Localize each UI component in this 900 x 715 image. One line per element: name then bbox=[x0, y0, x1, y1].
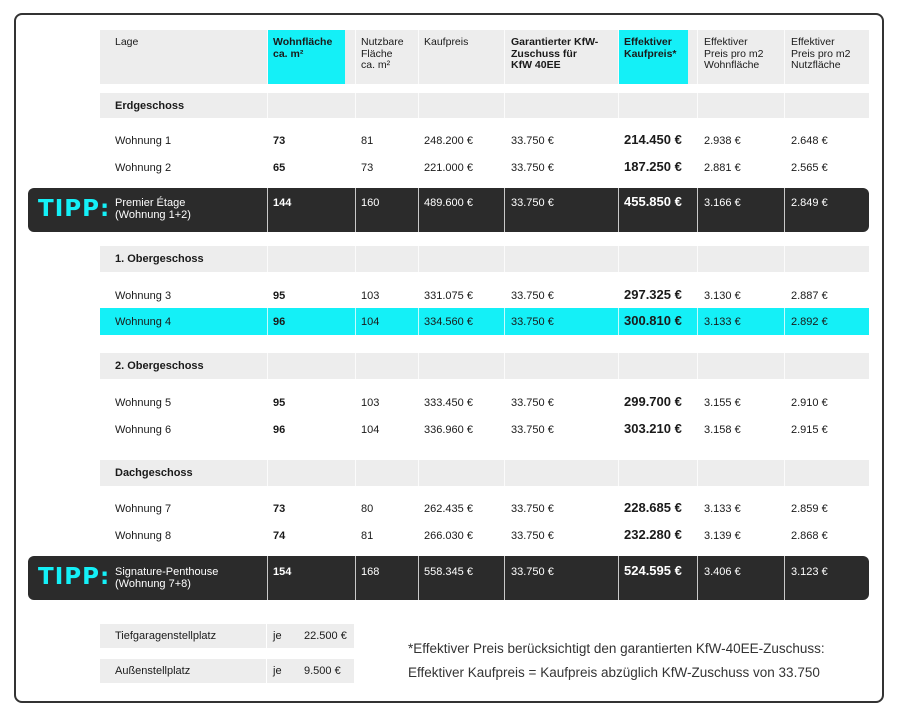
cell-wohnflaeche: 95 bbox=[273, 290, 286, 302]
cell-kfw: 33.750 € bbox=[511, 135, 554, 147]
cell-preis-nutz: 2.915 € bbox=[791, 424, 828, 436]
col-divider bbox=[267, 30, 268, 600]
col-divider bbox=[618, 30, 619, 600]
cell-preis-wohn: 3.130 € bbox=[704, 290, 741, 302]
cell-kaufpreis: 489.600 € bbox=[424, 197, 473, 209]
cell-wohnflaeche: 73 bbox=[273, 135, 286, 147]
cell-kfw: 33.750 € bbox=[511, 530, 554, 542]
section-title: Dachgeschoss bbox=[115, 467, 193, 479]
cell-preis-wohn: 3.406 € bbox=[704, 566, 741, 578]
section-band-erdgeschoss bbox=[100, 93, 869, 118]
header-wohnflaeche: Wohnfläche ca. m² bbox=[273, 36, 333, 60]
cell-kaufpreis: 336.960 € bbox=[424, 424, 473, 436]
cell-preis-nutz: 3.123 € bbox=[791, 566, 828, 578]
cell-kfw: 33.750 € bbox=[511, 566, 554, 578]
cell-preis-nutz: 2.868 € bbox=[791, 530, 828, 542]
cell-lage: Wohnung 1 bbox=[115, 135, 172, 147]
cell-preis-wohn: 3.166 € bbox=[704, 197, 741, 209]
cell-kfw: 33.750 € bbox=[511, 197, 554, 209]
cell-kfw: 33.750 € bbox=[511, 316, 554, 328]
footnote-line-1: *Effektiver Preis berücksichtigt den garantierten KfW-40EE-Zuschuss: bbox=[408, 641, 825, 656]
header-kfw-zuschuss: Garantierter KfW- Zuschuss für KfW 40EE bbox=[511, 36, 599, 71]
cell-preis-nutz: 2.910 € bbox=[791, 397, 828, 409]
header-kaufpreis: Kaufpreis bbox=[424, 36, 469, 48]
header-preis-nutzflaeche: Effektiver Preis pro m2 Nutzfläche bbox=[791, 36, 851, 71]
col-divider bbox=[784, 30, 785, 600]
cell-kaufpreis: 248.200 € bbox=[424, 135, 473, 147]
cell-lage: Wohnung 3 bbox=[115, 290, 172, 302]
cell-preis-wohn: 3.158 € bbox=[704, 424, 741, 436]
cell-lage: Wohnung 2 bbox=[115, 162, 172, 174]
col-divider bbox=[418, 30, 419, 600]
cell-preis-wohn: 3.139 € bbox=[704, 530, 741, 542]
cell-effektiv: 228.685 € bbox=[624, 500, 682, 515]
parking-je: je bbox=[273, 630, 282, 642]
parking-divider bbox=[266, 659, 267, 683]
cell-lage: Wohnung 4 bbox=[115, 316, 172, 328]
header-effektiver-kaufpreis: Effektiver Kaufpreis* bbox=[624, 36, 677, 60]
tipp-label: TIPP: bbox=[38, 564, 111, 590]
cell-effektiv: 187.250 € bbox=[624, 159, 682, 174]
cell-lage: Premier Étage (Wohnung 1+2) bbox=[115, 197, 191, 221]
header-preis-wohnflaeche: Effektiver Preis pro m2 Wohnfläche bbox=[704, 36, 764, 71]
cell-preis-nutz: 2.887 € bbox=[791, 290, 828, 302]
cell-preis-nutz: 2.892 € bbox=[791, 316, 828, 328]
cell-lage: Wohnung 5 bbox=[115, 397, 172, 409]
cell-lage: Wohnung 6 bbox=[115, 424, 172, 436]
cell-effektiv: 303.210 € bbox=[624, 421, 682, 436]
cell-effektiv: 455.850 € bbox=[624, 194, 682, 209]
section-band-dg bbox=[100, 460, 869, 486]
cell-effektiv: 297.325 € bbox=[624, 287, 682, 302]
cell-preis-nutz: 2.648 € bbox=[791, 135, 828, 147]
cell-kaufpreis: 334.560 € bbox=[424, 316, 473, 328]
cell-lage: Signature-Penthouse (Wohnung 7+8) bbox=[115, 566, 219, 590]
cell-wohnflaeche: 95 bbox=[273, 397, 286, 409]
cell-wohnflaeche: 73 bbox=[273, 503, 286, 515]
col-divider bbox=[697, 30, 698, 600]
cell-lage: Wohnung 8 bbox=[115, 530, 172, 542]
parking-price: 22.500 € bbox=[304, 630, 347, 642]
cell-kfw: 33.750 € bbox=[511, 162, 554, 174]
col-divider bbox=[355, 30, 356, 600]
cell-effektiv: 524.595 € bbox=[624, 563, 682, 578]
cell-preis-wohn: 3.133 € bbox=[704, 503, 741, 515]
cell-kaufpreis: 558.345 € bbox=[424, 566, 473, 578]
cell-nutzflaeche: 81 bbox=[361, 530, 374, 542]
parking-divider bbox=[266, 624, 267, 648]
cell-nutzflaeche: 81 bbox=[361, 135, 374, 147]
cell-preis-nutz: 2.859 € bbox=[791, 503, 828, 515]
cell-nutzflaeche: 80 bbox=[361, 503, 374, 515]
cell-preis-nutz: 2.849 € bbox=[791, 197, 828, 209]
cell-nutzflaeche: 104 bbox=[361, 424, 380, 436]
cell-effektiv: 300.810 € bbox=[624, 313, 682, 328]
cell-kfw: 33.750 € bbox=[511, 503, 554, 515]
cell-wohnflaeche: 144 bbox=[273, 197, 292, 209]
cell-kfw: 33.750 € bbox=[511, 397, 554, 409]
cell-wohnflaeche: 96 bbox=[273, 424, 286, 436]
parking-price: 9.500 € bbox=[304, 665, 341, 677]
cell-preis-wohn: 2.938 € bbox=[704, 135, 741, 147]
cell-nutzflaeche: 103 bbox=[361, 290, 380, 302]
parking-je: je bbox=[273, 665, 282, 677]
parking-label: Tiefgaragenstellplatz bbox=[115, 630, 217, 642]
header-nutzbare-flaeche: Nutzbare Fläche ca. m² bbox=[361, 36, 404, 71]
cell-kaufpreis: 333.450 € bbox=[424, 397, 473, 409]
section-title: 1. Obergeschoss bbox=[115, 253, 204, 265]
tipp-label: TIPP: bbox=[38, 196, 111, 222]
cell-effektiv: 299.700 € bbox=[624, 394, 682, 409]
footnote-line-2: Effektiver Kaufpreis = Kaufpreis abzüglich KfW-Zuschuss von 33.750 bbox=[408, 665, 820, 680]
cell-wohnflaeche: 154 bbox=[273, 566, 292, 578]
section-title: 2. Obergeschoss bbox=[115, 360, 204, 372]
cell-nutzflaeche: 160 bbox=[361, 197, 380, 209]
cell-preis-nutz: 2.565 € bbox=[791, 162, 828, 174]
cell-preis-wohn: 3.155 € bbox=[704, 397, 741, 409]
highlight-row-wohnung-4 bbox=[100, 308, 869, 335]
cell-lage: Wohnung 7 bbox=[115, 503, 172, 515]
cell-kaufpreis: 262.435 € bbox=[424, 503, 473, 515]
section-band-og2 bbox=[100, 353, 869, 379]
cell-nutzflaeche: 73 bbox=[361, 162, 374, 174]
section-title: Erdgeschoss bbox=[115, 100, 185, 112]
cell-wohnflaeche: 96 bbox=[273, 316, 286, 328]
cell-kaufpreis: 331.075 € bbox=[424, 290, 473, 302]
cell-wohnflaeche: 74 bbox=[273, 530, 286, 542]
cell-kfw: 33.750 € bbox=[511, 424, 554, 436]
cell-kaufpreis: 221.000 € bbox=[424, 162, 473, 174]
cell-kfw: 33.750 € bbox=[511, 290, 554, 302]
parking-label: Außenstellplatz bbox=[115, 665, 191, 677]
cell-effektiv: 232.280 € bbox=[624, 527, 682, 542]
cell-preis-wohn: 3.133 € bbox=[704, 316, 741, 328]
cell-effektiv: 214.450 € bbox=[624, 132, 682, 147]
cell-nutzflaeche: 104 bbox=[361, 316, 380, 328]
section-band-og1 bbox=[100, 246, 869, 272]
cell-preis-wohn: 2.881 € bbox=[704, 162, 741, 174]
header-lage: Lage bbox=[115, 36, 139, 48]
cell-nutzflaeche: 168 bbox=[361, 566, 380, 578]
cell-wohnflaeche: 65 bbox=[273, 162, 286, 174]
col-divider bbox=[504, 30, 505, 600]
cell-nutzflaeche: 103 bbox=[361, 397, 380, 409]
cell-kaufpreis: 266.030 € bbox=[424, 530, 473, 542]
